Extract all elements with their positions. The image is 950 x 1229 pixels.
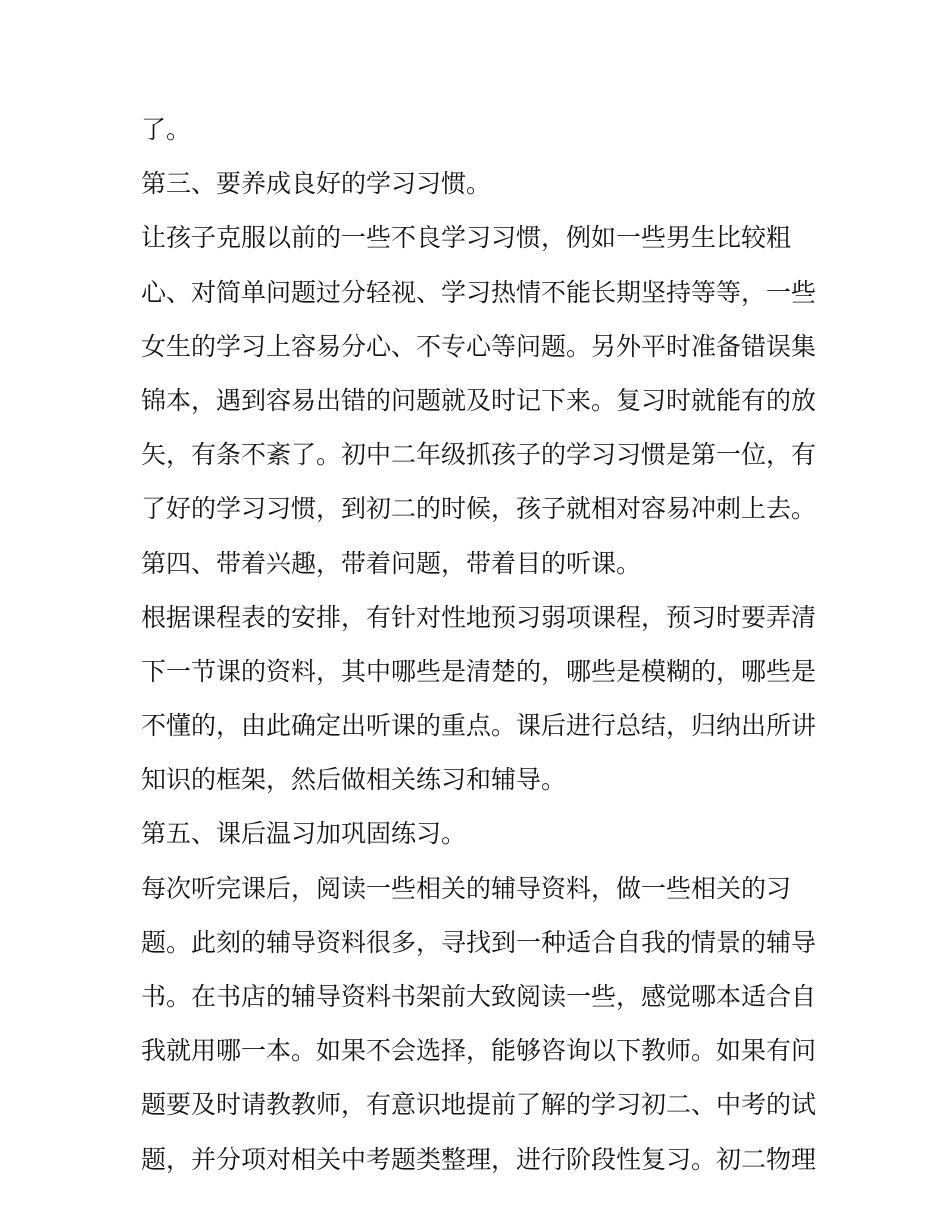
section-heading: 第五、课后温习加巩固练习。 xyxy=(141,819,467,849)
text-line: 不懂的，由此确定出听课的重点。课后进行总结，归纳出所讲 xyxy=(141,711,817,741)
text-line: 女生的学习上容易分心、不专心等问题。另外平时准备错误集 xyxy=(141,331,817,361)
text-line: 题要及时请教教师，有意识地提前了解的学习初二、中考的试 xyxy=(141,1090,817,1120)
text-line: 书。在书店的辅导资料书架前大致阅读一些，感觉哪本适合自 xyxy=(141,982,817,1011)
section-heading: 第三、要养成良好的学习习惯。 xyxy=(141,169,492,199)
text-line: 我就用哪一本。如果不会选择，能够咨询以下教师。如果有问 xyxy=(141,1036,817,1066)
text-line: 矢，有条不紊了。初中二年级抓孩子的学习习惯是第一位，有 xyxy=(141,440,817,470)
text-line: 心、对简单问题过分轻视、学习热情不能长期坚持等等，一些 xyxy=(141,277,817,307)
text-line: 下一节课的资料，其中哪些是清楚的，哪些是模糊的，哪些是 xyxy=(141,656,817,686)
text-line: 了。 xyxy=(141,115,192,144)
text-line: 根据课程表的安排，有针对性地预习弱项课程，预习时要弄清 xyxy=(141,602,817,632)
body-text xyxy=(141,103,821,1187)
text-line: 了好的学习习惯，到初二的时候，孩子就相对容易冲刺上去。 xyxy=(141,494,817,524)
text-line: 题，并分项对相关中考题类整理，进行阶段性复习。初二物理 xyxy=(141,1144,817,1174)
text-line: 让孩子克服以前的一些不良学习习惯，例如一些男生比较粗 xyxy=(141,223,792,253)
section-heading: 第四、带着兴趣，带着问题，带着目的听课。 xyxy=(141,548,642,578)
text-line: 每次听完课后，阅读一些相关的辅导资料，做一些相关的习 xyxy=(141,873,792,903)
text-line: 知识的框架，然后做相关练习和辅导。 xyxy=(141,765,567,795)
text-line: 题。此刻的辅导资料很多，寻找到一种适合自我的情景的辅导 xyxy=(141,927,817,957)
text-line: 锦本，遇到容易出错的问题就及时记下来。复习时就能有的放 xyxy=(141,385,817,415)
